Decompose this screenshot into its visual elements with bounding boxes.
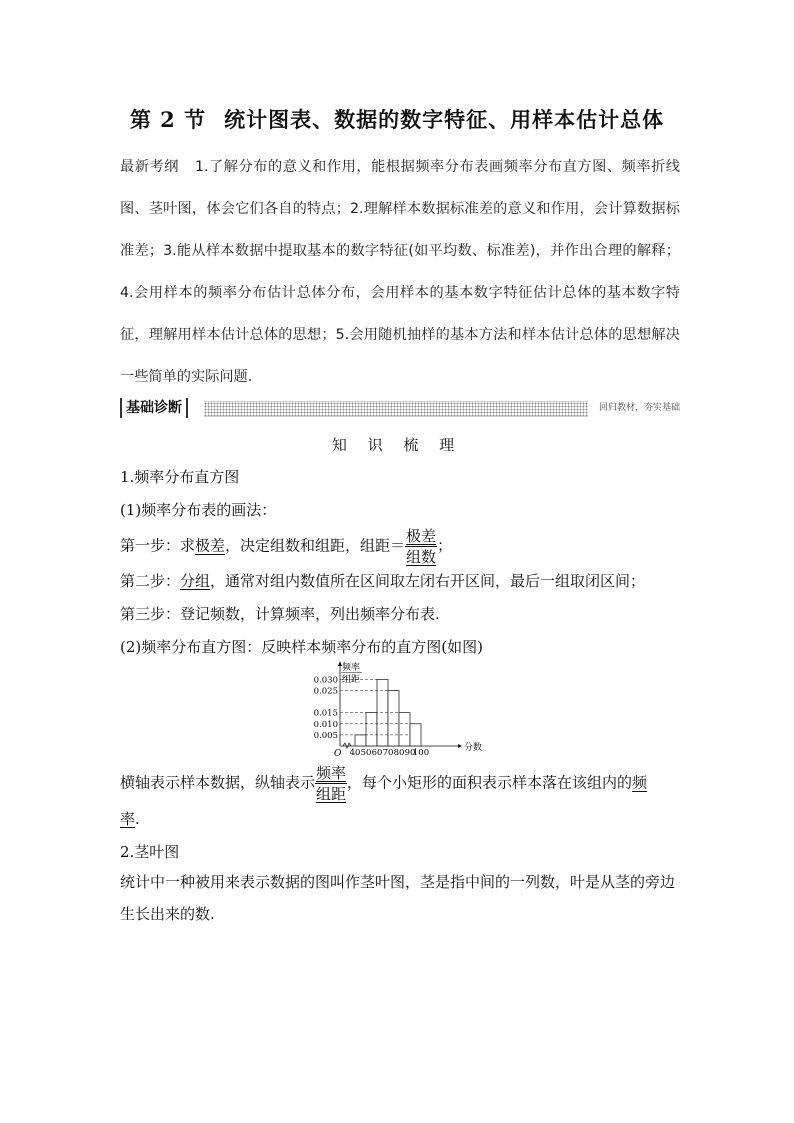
- axes-fraction-numerator: 频率: [316, 764, 347, 782]
- heading-histogram: 1.频率分布直方图: [120, 468, 240, 486]
- fraction-numerator: 极差: [406, 527, 437, 545]
- step-two-suffix: ，通常对组内数值所在区间取左闭右开区间，最后一组取闭区间；: [210, 572, 646, 590]
- histogram-bar: [355, 735, 366, 746]
- y-tick-label: 0.010: [313, 719, 338, 730]
- histogram-chart: [300, 660, 490, 762]
- y-label-numerator: 频率: [342, 663, 361, 673]
- banner-divider: [204, 401, 588, 417]
- paragraph-axes-cont: [120, 808, 140, 829]
- x-tick-label: 60: [371, 748, 383, 758]
- axes-mid: ，每个小矩形的面积表示样本落在该组内的: [347, 773, 633, 792]
- x-tick-label: 70: [382, 748, 394, 758]
- syllabus-text: 1.了解分布的意义和作用，能根据频率分布表画频率分布直方图、频率折线图、茎叶图，体会它们各自的特点；2.理解样本数据标准差的意义和作用，会计算数据标准差；3.能从样本数据中提取基本的数字特征(如平均数、标准差)，并作出合理的解释；4.会用样本的频率分布估计总体分布，会用样本的基本数字特征估计总体的基本数字特征，理解用样本估计总体的思想；5.会用随机抽样的基本方法和样本估计总体的思想解决一些简单的实际问题.: [120, 159, 680, 385]
- histogram-bar: [399, 713, 410, 746]
- step-two: [120, 570, 645, 591]
- y-tick-label: 0.005: [313, 730, 338, 741]
- banner-subtitle: 回归教材，夯实基础: [598, 403, 680, 413]
- fraction-freq-per-width: [315, 763, 347, 804]
- section-banner: [120, 398, 680, 418]
- paragraph-stem-leaf: 统计中一种被用来表示数据的图叫作茎叶图，茎是指中间的一列数，叶是从茎的旁边生长出来的数.: [120, 873, 676, 923]
- step-three: 第三步：登记频数，计算频率，列出频率分布表.: [120, 605, 440, 623]
- axes-fraction-denominator: 组距: [316, 785, 347, 803]
- histogram-bar: [410, 724, 421, 746]
- x-axis-arrow: [458, 744, 462, 748]
- x-tick-label: 40: [349, 748, 361, 758]
- syllabus-paragraph: [120, 146, 680, 398]
- y-label-denominator: 组距: [342, 675, 361, 685]
- x-tick-label: 90: [404, 748, 416, 758]
- fraction-denominator: 组数: [406, 548, 437, 566]
- heading-stem-leaf: 2.茎叶图: [120, 843, 180, 861]
- step-one-key: 极差: [195, 536, 226, 555]
- histogram-bar: [366, 713, 377, 746]
- paragraph-axes: [120, 763, 647, 804]
- fraction-bin-width: [405, 526, 437, 567]
- y-tick-label: 0.030: [313, 675, 338, 686]
- axes-prefix: 横轴表示样本数据，纵轴表示: [120, 773, 316, 792]
- step-two-key: 分组: [180, 572, 211, 590]
- step-two-prefix: 第二步：: [120, 572, 181, 590]
- axes-suffix: .: [135, 810, 140, 828]
- y-tick-label: 0.015: [313, 708, 338, 719]
- step-one-mid: ，决定组数和组距，组距＝: [225, 536, 406, 555]
- axes-key: 频: [632, 773, 648, 792]
- subheading-table-method: (1)频率分布表的画法：: [120, 501, 277, 519]
- x-tick-label: 50: [360, 748, 372, 758]
- axes-key-cont: 率: [120, 810, 136, 828]
- y-tick-label: 0.025: [313, 686, 338, 697]
- origin-label: O: [334, 749, 342, 759]
- knowledge-heading: 知 识 梳 理: [331, 436, 463, 454]
- page-title: [0, 104, 794, 134]
- section-number: 第 2 节: [129, 107, 207, 132]
- banner-label: 基础诊断: [120, 398, 188, 418]
- step-one-suffix: ；: [437, 536, 453, 555]
- subheading-histogram: (2)频率分布直方图：反映样本频率分布的直方图(如图): [120, 638, 483, 656]
- syllabus-label: 最新考纲: [120, 159, 179, 175]
- x-axis-label: 分数: [464, 743, 483, 753]
- step-one: [120, 526, 452, 567]
- step-one-prefix: 第一步：求: [120, 536, 196, 555]
- x-tick-label: 100: [412, 748, 430, 758]
- section-title-text: 统计图表、数据的数字特征、用样本估计总体: [224, 107, 665, 132]
- histogram-bar: [388, 690, 399, 746]
- x-tick-label: 80: [393, 748, 405, 758]
